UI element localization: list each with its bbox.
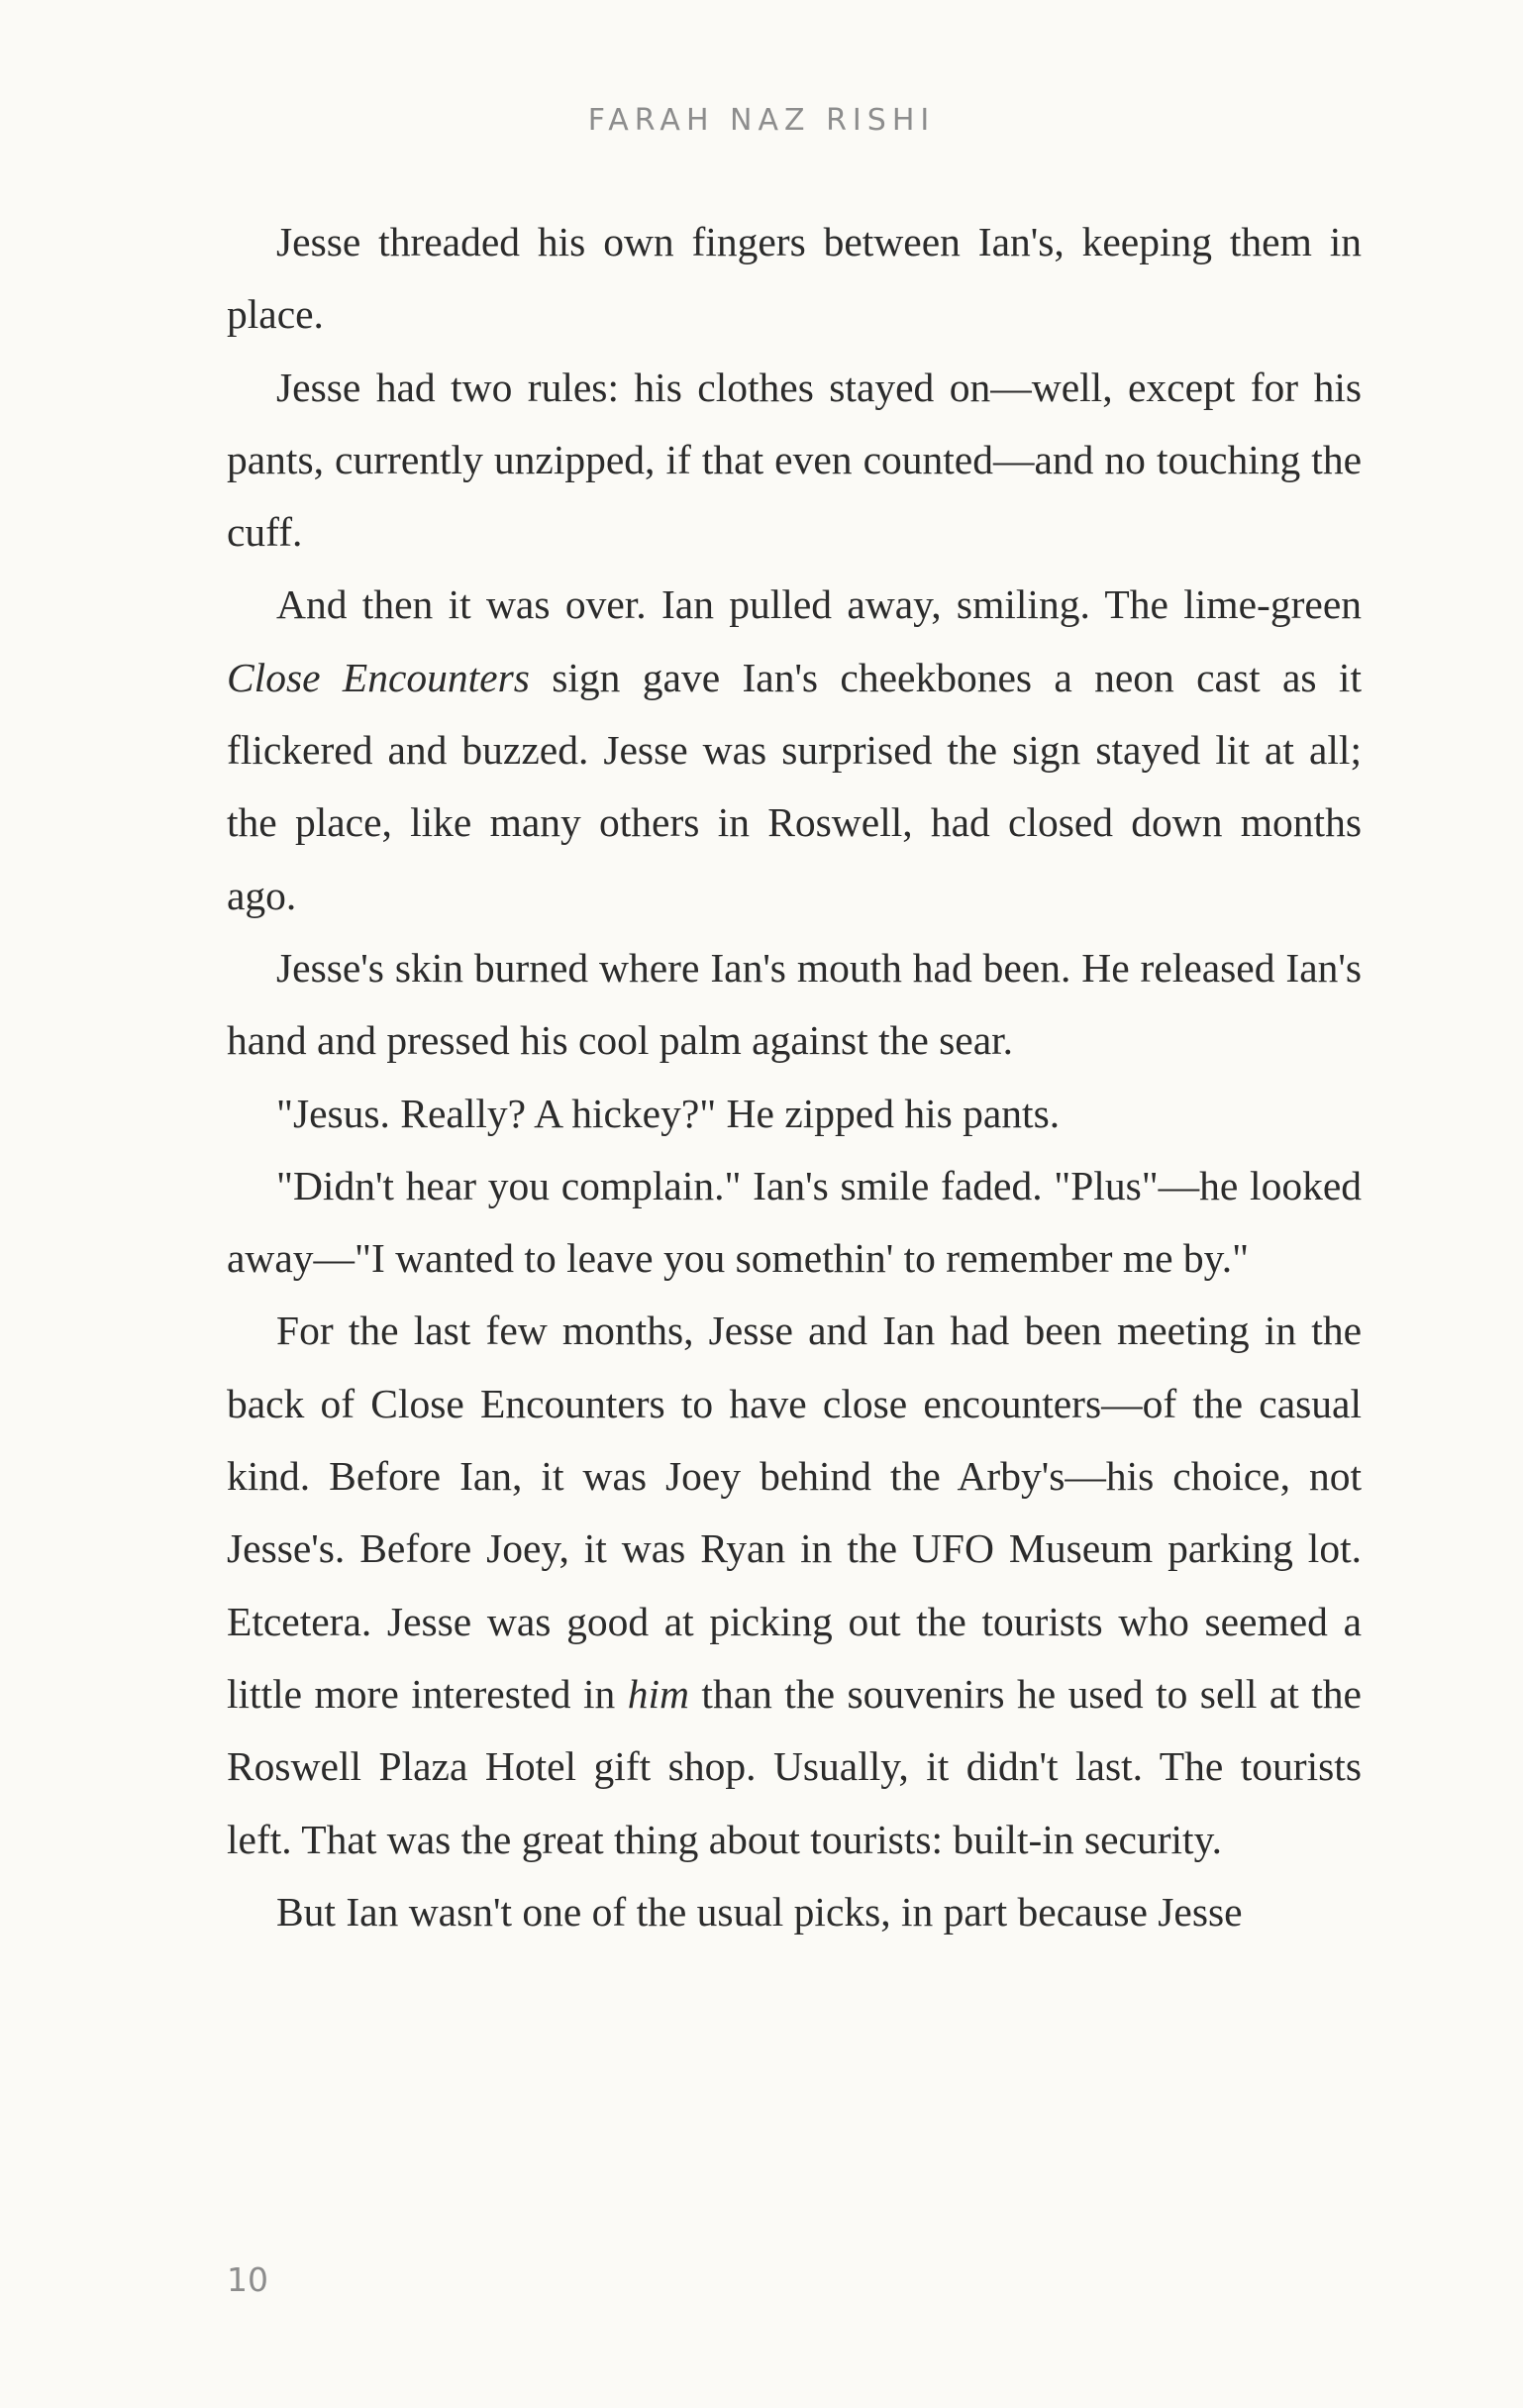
paragraph: "Jesus. Really? A hickey?" He zipped his pants. (276, 1090, 1061, 1136)
paragraph: Jesse's skin burned where Ian's mouth had been. He released Ian's hand and pressed his cool palm against the sear. (227, 944, 1362, 1064)
emphasis-italic: him (627, 1670, 689, 1717)
page-number: 10 (227, 2260, 268, 2299)
running-head: FARAH NAZ RISHI (587, 103, 936, 138)
text-run: sign gave Ian's cheekbones a neon cast as it flickered and buzzed. Jesse was surprised the sign stayed lit at all; the place, like many others in Roswell, had closed down months ago. (227, 654, 1362, 918)
paragraph: Jesse threaded his own fingers between Ian's, keeping them in place. (227, 219, 1362, 338)
paragraph: "Didn't hear you complain." Ian's smile faded. "Plus"—he looked away—"I wanted to leave you somethin' to remember me by." (227, 1162, 1362, 1282)
book-title-italic: Close Encounters (227, 654, 530, 700)
body-text (227, 206, 1362, 1948)
paragraph (227, 569, 1362, 931)
text-run: For the last few months, Jesse and Ian had been meeting in the back of Close Encounters to have close encounters—of the casual kind. Before Ian, it was Joey behind the Arby's—his choice, not Jesse's. Before Joey, it was Ryan in the UFO Museum parking lot. Etcetera. Jesse was good at picking out the tourists who seemed a little more interested in (227, 1308, 1362, 1717)
paragraph: But Ian wasn't one of the usual picks, in part because Jesse (276, 1888, 1243, 1935)
paragraph (227, 1295, 1362, 1875)
text-run: And then it was over. Ian pulled away, smiling. The lime-green (276, 581, 1362, 628)
text-run: than the souvenirs he used to sell at the Roswell Plaza Hotel gift shop. Usually, it didn't last. The tourists left. That was the great thing about tourists: built-in security. (227, 1670, 1362, 1862)
paragraph: Jesse had two rules: his clothes stayed on—well, except for his pants, currently unzipped, if that even counted—and no touching the cuff. (227, 364, 1362, 556)
